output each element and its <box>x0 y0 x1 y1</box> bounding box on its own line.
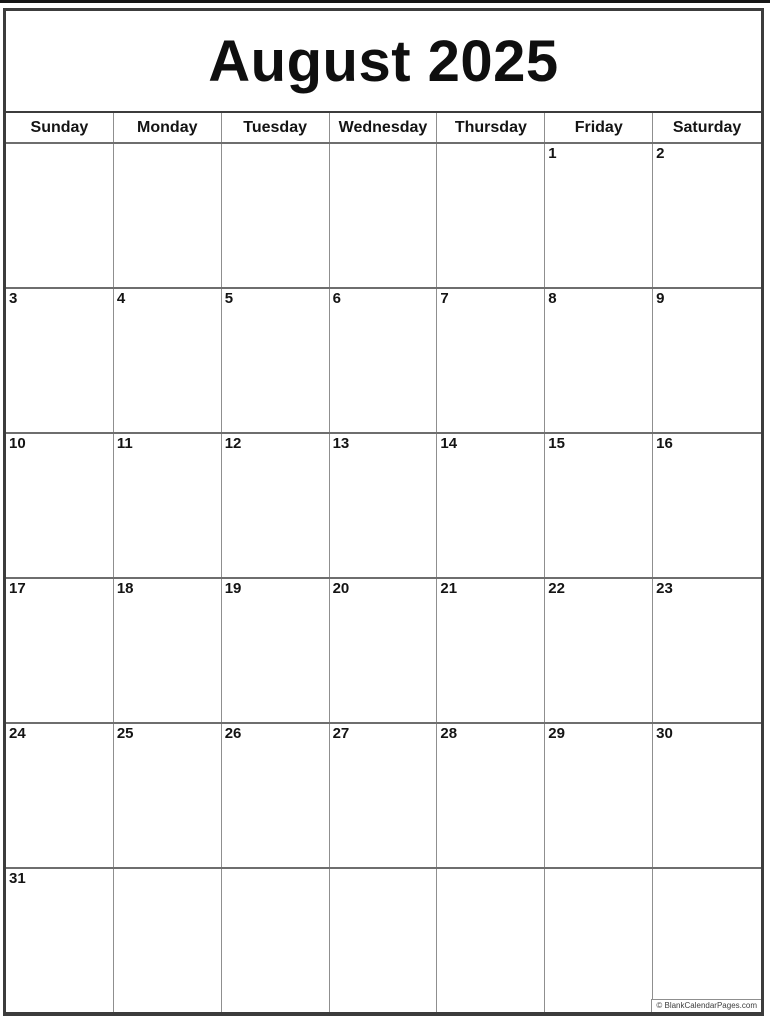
day-cell-19 <box>222 579 330 722</box>
day-cell-11 <box>114 434 222 577</box>
day-cell-17 <box>6 579 114 722</box>
weekday-header-friday: Friday <box>545 113 653 142</box>
day-cell-12 <box>222 434 330 577</box>
day-number: 12 <box>224 435 242 452</box>
week-row-6 <box>6 869 761 1012</box>
day-number: 14 <box>440 435 458 452</box>
day-cell-24 <box>6 724 114 867</box>
day-cell-27 <box>330 724 438 867</box>
weekday-header-row <box>6 113 761 144</box>
day-cell-3 <box>6 289 114 432</box>
watermark: © BlankCalendarPages.com <box>651 999 761 1012</box>
day-cell-22 <box>545 579 653 722</box>
day-number: 18 <box>116 580 134 597</box>
day-number: 23 <box>656 580 673 597</box>
day-cell-10 <box>6 434 114 577</box>
day-cell-9 <box>653 289 761 432</box>
page-top-rule <box>0 0 770 3</box>
day-cell-4 <box>114 289 222 432</box>
day-number: 11 <box>116 435 133 452</box>
day-number: 13 <box>332 435 350 452</box>
week-row-4 <box>6 579 761 724</box>
day-number: 25 <box>116 725 134 742</box>
day-number: 16 <box>656 435 673 452</box>
day-cell-15 <box>545 434 653 577</box>
day-number: 6 <box>332 290 341 307</box>
day-number: 15 <box>548 435 565 452</box>
day-cell-26 <box>222 724 330 867</box>
day-number: 19 <box>224 580 242 597</box>
day-number: 4 <box>116 290 126 307</box>
day-number: 1 <box>548 145 557 162</box>
day-cell-empty <box>437 869 545 1012</box>
day-cell-empty <box>545 869 653 1012</box>
weekday-header-thursday: Thursday <box>437 113 545 142</box>
day-cell-25 <box>114 724 222 867</box>
day-cell-empty <box>653 869 761 1012</box>
day-cell-empty <box>222 869 330 1012</box>
day-cell-6 <box>330 289 438 432</box>
day-cell-1 <box>545 144 653 287</box>
week-row-2 <box>6 289 761 434</box>
day-cell-2 <box>653 144 761 287</box>
day-cell-empty <box>330 144 438 287</box>
day-cell-28 <box>437 724 545 867</box>
weekday-header-monday: Monday <box>114 113 222 142</box>
day-number: 31 <box>9 870 26 887</box>
day-cell-13 <box>330 434 438 577</box>
weekday-header-saturday: Saturday <box>653 113 761 142</box>
week-row-1 <box>6 144 761 289</box>
day-number: 24 <box>9 725 26 742</box>
day-cell-20 <box>330 579 438 722</box>
day-number: 22 <box>548 580 565 597</box>
day-cell-empty <box>222 144 330 287</box>
day-number: 10 <box>9 435 26 452</box>
day-cell-18 <box>114 579 222 722</box>
day-number: 26 <box>224 725 242 742</box>
weekday-header-sunday: Sunday <box>6 113 114 142</box>
day-cell-empty <box>330 869 438 1012</box>
weekday-header-wednesday: Wednesday <box>330 113 438 142</box>
day-cell-8 <box>545 289 653 432</box>
day-number: 21 <box>440 580 458 597</box>
week-row-5 <box>6 724 761 869</box>
calendar-title: August 2025 <box>6 11 761 113</box>
day-number: 17 <box>9 580 26 597</box>
weekday-header-tuesday: Tuesday <box>222 113 330 142</box>
day-number: 3 <box>9 290 18 307</box>
day-cell-empty <box>437 144 545 287</box>
day-cell-31 <box>6 869 114 1012</box>
day-cell-empty <box>114 869 222 1012</box>
day-cell-23 <box>653 579 761 722</box>
day-number: 20 <box>332 580 350 597</box>
day-cell-16 <box>653 434 761 577</box>
day-number: 28 <box>440 725 458 742</box>
day-cell-30 <box>653 724 761 867</box>
day-cell-empty <box>6 144 114 287</box>
calendar <box>3 8 764 1016</box>
day-number: 5 <box>224 290 234 307</box>
day-number: 27 <box>332 725 350 742</box>
day-number: 30 <box>656 725 673 742</box>
day-cell-14 <box>437 434 545 577</box>
day-cell-7 <box>437 289 545 432</box>
day-number: 7 <box>440 290 449 307</box>
day-cell-29 <box>545 724 653 867</box>
day-cell-empty <box>114 144 222 287</box>
day-cell-5 <box>222 289 330 432</box>
day-number: 8 <box>548 290 557 307</box>
day-cell-21 <box>437 579 545 722</box>
day-number: 2 <box>656 145 665 162</box>
day-number: 9 <box>656 290 665 307</box>
week-row-3 <box>6 434 761 579</box>
calendar-grid <box>6 144 761 1012</box>
day-number: 29 <box>548 725 565 742</box>
